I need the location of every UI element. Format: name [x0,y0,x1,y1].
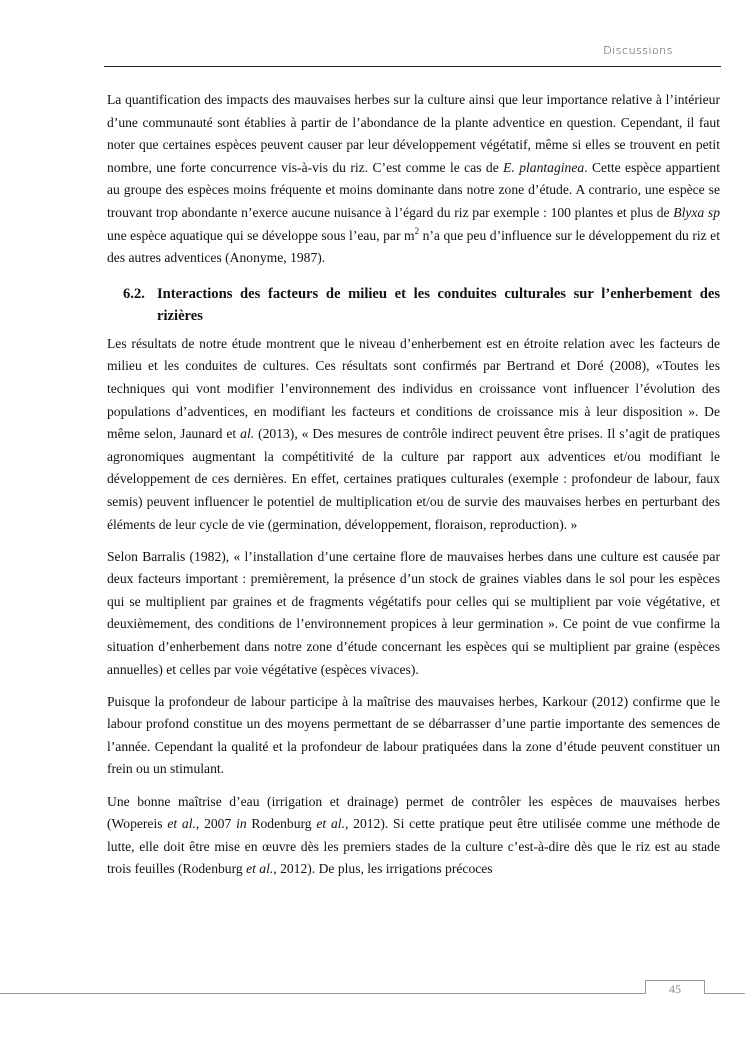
text-run: . Cette espèce appartient au groupe des espèces moins fréquente et moins dominante dans notre zone d’étude. A contrario, une espèce se trouvant trop abondante n’exerce aucune nuisance à l’égard du riz par exemple : 100 plantes et plus de [107,159,721,220]
superscript: 2 [414,225,420,236]
paragraph [107,691,720,781]
text-run: Puisque la profondeur de labour participe à la maîtrise des mauvaises herbes, Karkour (2012) confirme que le labour profond constitue un des moyens permettant de se débarrasser d’une partie importante des semences de l’année. Cependant la qualité et la profondeur de labour pratiquées dans la zone d’étude peuvent constituer un frein ou un stimulant. [107,693,720,777]
italic-text: al. [240,426,255,442]
italic-text: Blyxa sp [673,204,720,220]
text-run: , 2012). Si cette pratique peut être utilisée comme une méthode de lutte, elle doit être mise en œuvre dès les premiers stades de la culture c’est-à-dire dès que le riz est au stade trois feuilles (Rodenburg [107,816,720,877]
text-run: , 2007 [195,816,237,832]
text-run: Une bonne maîtrise d’eau (irrigation et drainage) permet de contrôler les espèces de mauvaises herbes (Wopereis [107,793,720,832]
italic-text: et al. [246,861,274,877]
text-run: une espèce aquatique qui se développe sous l’eau, par m [107,227,415,243]
section-title: Interactions des facteurs de milieu et les conduites culturales sur l’enherbement des rizières [157,285,720,324]
text-run: La quantification des impacts des mauvaises herbes sur la culture ainsi que leur importance relative à l’intérieur d’une communauté sont établies à partir de l’abondance de la plante adventice en question. Cependant, il faut noter que certaines espèces peuvent causer par leur développement végétatif, même si elles se trouvent en petit nombre, une forte concurrence vis-à-vis du riz. C’est comme le cas de [107,92,720,175]
page-body [107,89,720,890]
section-heading [107,283,720,327]
paragraph [107,333,720,536]
italic-text: et al. [316,816,345,832]
paragraph [107,791,720,881]
text-run: (2013), « Des mesures de contrôle indirect peuvent être prises. Il s’agit de pratiques agronomiques augmentant la compétitivité de la culture par rapport aux adventices et/ou modifiant le développement de ces dernières. En effet, certaines pratiques culturales (exemple : profondeur de labour, faux semis) peuvent influencer le potentiel de multiplication et/ou de survie des mauvaises herbes en perturbant des éléments de leur cycle de vie (germination, développement, floraison, reproduction). » [107,426,720,532]
paragraph [107,546,720,682]
paragraphs-before [107,89,720,270]
paragraphs-after [107,333,720,881]
italic-text: in [236,816,247,832]
text-run: Selon Barralis (1982), « l’installation d’une certaine flore de mauvaises herbes dans une culture est causée par deux facteurs important : premièrement, la présence d’un stock de graines viables dans le sol pour les espèces qui se multiplient par graines et de fragments végétatifs pour celles qui se multiplient par voie végétative, et deuxièmement, des conditions de l’environnement propices à leur germination ». Ce point de vue confirme la situation d’enherbement dans notre zone d’étude concernant les espèces qui se multiplient par graine (espèces annuelles) et celles par voie végétative (espèces vivaces). [107,548,720,677]
italic-text: et al. [167,816,196,832]
paragraph [107,89,720,270]
text-run: Les résultats de notre étude montrent que le niveau d’enherbement est en étroite relation avec les facteurs de milieu et les conduites de cultures. Ces résultats sont confirmés par Bertrand et Doré (2008), «Toutes les techniques qui vont modifier l’environnement des individus en croissance vont influencer l’évolution des populations d’adventices, en modifiant les facteurs et conditions de croissance mis à leur disposition ». De même selon, Jaunard et [107,335,720,442]
running-header: Discussions [603,44,673,57]
text-run: n’a que peu d’influence sur le développement du riz et des autres adventices (Anonyme, 1987). [107,227,720,266]
italic-text: E. plantaginea [503,159,585,175]
section-number: 6.2. [123,285,145,302]
header-rule [104,66,721,67]
text-run: , 2012). De plus, les irrigations précoces [273,861,493,877]
footer-rule [0,993,745,994]
text-run: Rodenburg [246,816,317,832]
page-number: 45 [645,980,705,994]
